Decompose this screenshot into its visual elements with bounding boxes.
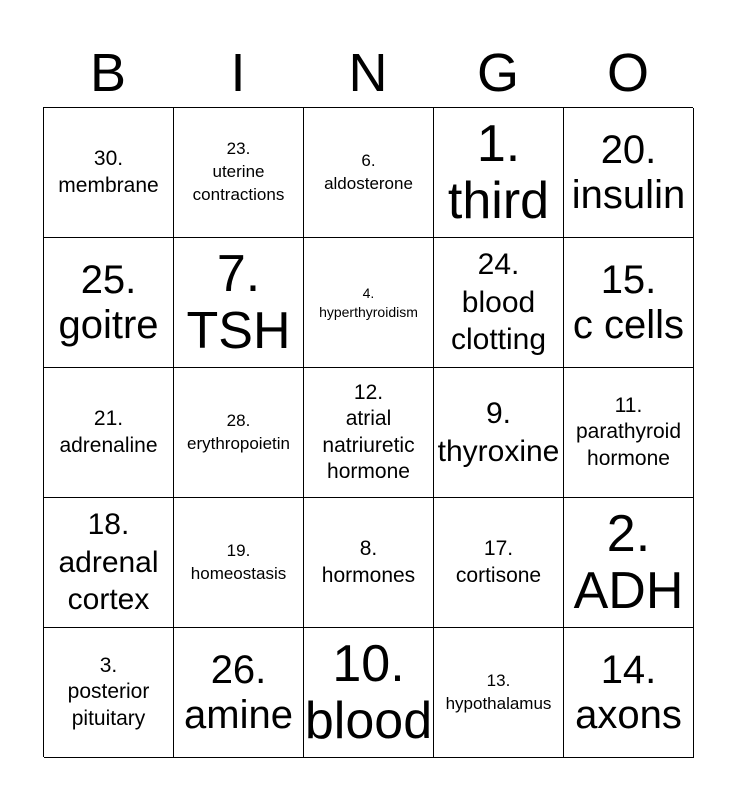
bingo-cell[interactable] (564, 628, 694, 758)
bingo-cell[interactable] (304, 368, 434, 498)
bingo-cell[interactable] (434, 108, 564, 238)
bingo-cell[interactable] (564, 368, 694, 498)
header-letter-o: O (606, 43, 649, 103)
cell-text: 3. posterior pituitary (67, 654, 150, 730)
header-letter-b: B (89, 43, 127, 103)
cell-text: 13. hypothalamus (445, 670, 552, 713)
bingo-cell[interactable] (44, 108, 174, 238)
bingo-cell[interactable] (304, 628, 434, 758)
cell-text: 15. c cells (572, 257, 685, 347)
cell-text: 7. TSH (186, 245, 291, 360)
header-letter-g: G (476, 43, 519, 103)
bingo-cell[interactable] (174, 108, 304, 238)
bingo-cell[interactable] (304, 238, 434, 368)
cell-text: 21. adrenaline (59, 407, 158, 457)
cell-text: 12. atrial natriuretic hormone (322, 381, 415, 483)
bingo-cell[interactable] (434, 238, 564, 368)
header-letter-n: N (348, 43, 388, 103)
cell-text: 14. axons (575, 647, 682, 737)
cell-text: 1. third (447, 115, 550, 230)
cell-text: 19. homeostasis (190, 540, 287, 583)
bingo-cell[interactable] (174, 368, 304, 498)
cell-text: 11. parathyroid hormone (575, 394, 682, 470)
cell-text: 6. aldosterone (324, 150, 413, 193)
cell-text: 8. hormones (321, 537, 416, 587)
cell-text: 30. membrane (58, 147, 159, 197)
header-letter-i: I (230, 43, 246, 103)
cell-text: 20. insulin (571, 127, 686, 217)
cell-text: 17. cortisone (455, 537, 542, 587)
bingo-cell[interactable] (564, 498, 694, 628)
cell-text: 25. goitre (58, 257, 159, 347)
bingo-cell[interactable] (174, 628, 304, 758)
bingo-cell[interactable] (44, 628, 174, 758)
bingo-cell[interactable] (44, 238, 174, 368)
cell-text: 24. blood clotting (450, 248, 547, 357)
cell-text: 28. erythropoietin (186, 410, 290, 453)
cell-text: 23. uterine contractions (192, 139, 285, 204)
cell-text: 10. blood (304, 635, 433, 750)
bingo-cell[interactable] (564, 238, 694, 368)
cell-text: 4. hyperthyroidism (319, 284, 418, 320)
cell-text: 2. ADH (573, 505, 684, 620)
bingo-cell[interactable] (304, 108, 434, 238)
bingo-cell[interactable] (174, 238, 304, 368)
cell-text: 9. thyroxine (437, 397, 560, 468)
bingo-cell[interactable] (44, 498, 174, 628)
bingo-cell[interactable] (434, 628, 564, 758)
bingo-cell[interactable] (44, 368, 174, 498)
bingo-header (43, 40, 693, 106)
cell-text: 18. adrenal cortex (58, 508, 159, 617)
bingo-cell[interactable] (434, 498, 564, 628)
cell-text: 26. amine (184, 647, 293, 737)
bingo-cell[interactable] (564, 108, 694, 238)
bingo-cell[interactable] (304, 498, 434, 628)
bingo-cell[interactable] (174, 498, 304, 628)
bingo-cell[interactable] (434, 368, 564, 498)
bingo-card-grid (43, 107, 693, 757)
